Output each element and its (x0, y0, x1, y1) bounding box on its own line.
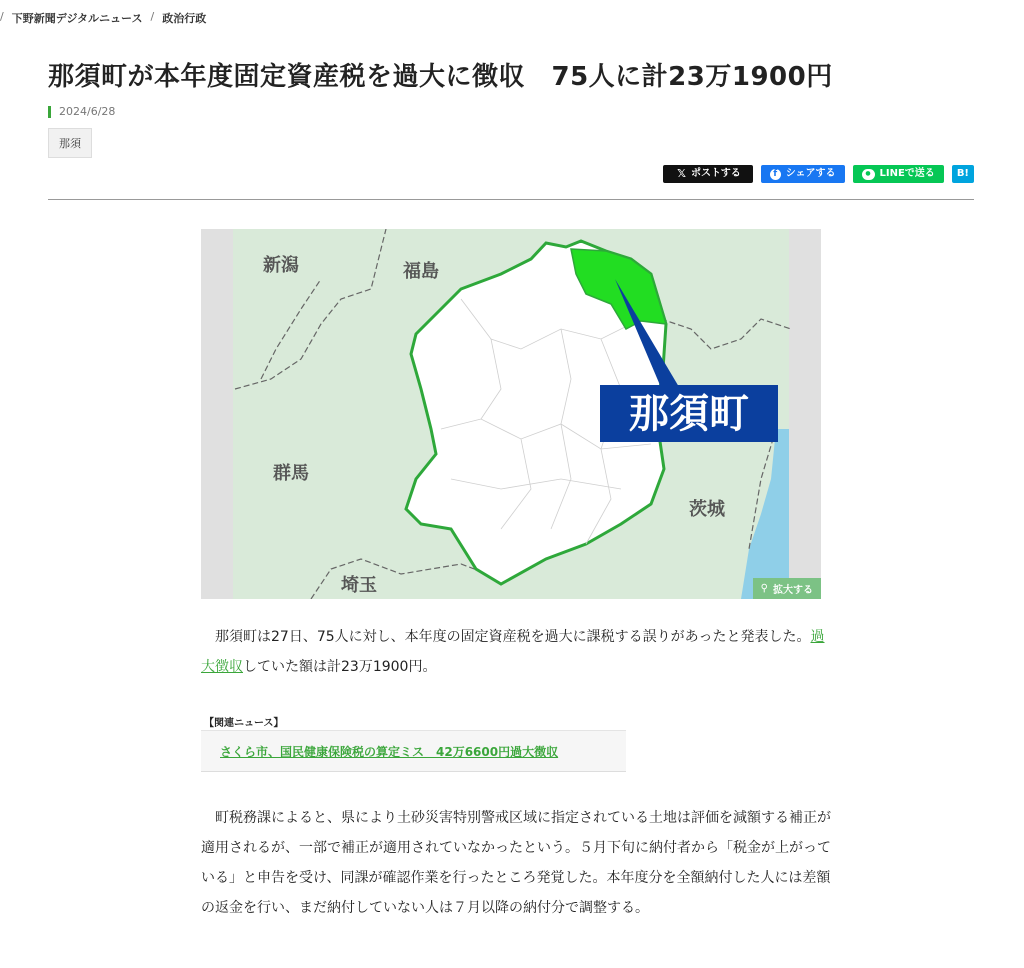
label-ibaraki: 茨城 (689, 499, 725, 520)
breadcrumb-separator: / (150, 10, 155, 23)
zoom-label: 拡大する (773, 585, 813, 596)
hatena-bookmark-icon: B! (956, 168, 969, 179)
related-news-link[interactable]: さくら市、国民健康保険税の算定ミス 42万6600円過大徴収 (220, 745, 559, 759)
related-news-box (201, 730, 626, 772)
facebook-logo-icon: f (770, 169, 781, 180)
label-saitama: 埼玉 (341, 575, 377, 596)
town-label: 那須町 (629, 391, 749, 437)
share-x-button[interactable] (663, 165, 753, 183)
article-paragraph-1 (201, 622, 831, 682)
zoom-button[interactable] (753, 578, 821, 599)
region-tag[interactable]: 那須 (48, 128, 92, 158)
share-bar (663, 165, 974, 183)
breadcrumb (0, 10, 206, 26)
article-paragraph-2: 町税務課によると、県により土砂災害特別警戒区域に指定されている土地は評価を減額する補正が適用されるが、一部で補正が適用されていなかったという。５月下旬に納付者から「税金が上がっている」と申告を受け、同課が確認作業を行ったところ発覚した。本年度分を全額納付した人には差額の返金を行い、まだ納付していない人は７月以降の納付分で調整する。 (201, 810, 831, 916)
share-hatena-button[interactable] (952, 165, 974, 183)
article-date: 2024/6/28 (48, 106, 115, 118)
label-niigata: 新潟 (263, 255, 299, 276)
magnifier-icon: ⚲ (760, 583, 768, 594)
breadcrumb-link-politics[interactable]: 政治行政 (162, 12, 207, 25)
related-news-label: 【関連ニュース】 (204, 718, 284, 729)
header-divider (48, 199, 974, 200)
breadcrumb-link-home[interactable]: 下野新聞デジタルニュース (11, 12, 143, 25)
share-line-label: LINEで送る (879, 168, 935, 179)
share-x-label: ポストする (691, 168, 741, 179)
line-logo-icon: ● (862, 169, 875, 180)
label-gunma: 群馬 (273, 463, 309, 484)
tochigi-map (201, 229, 821, 599)
paragraph-1-text-end: していた額は計23万1900円。 (243, 659, 437, 675)
article-map-image[interactable] (201, 229, 821, 599)
breadcrumb-separator: / (0, 10, 4, 23)
article-title: 那須町が本年度固定資産税を過大に徴収 75人に計23万1900円 (48, 62, 833, 92)
share-line-button[interactable] (853, 165, 944, 183)
label-fukushima: 福島 (403, 261, 439, 282)
x-logo-icon: 𝕏 (677, 167, 686, 180)
share-facebook-label: シェアする (785, 168, 836, 179)
paragraph-1-text: 那須町は27日、75人に対し、本年度の固定資産税を過大に課税する誤りがあったと発表した。 (215, 629, 811, 645)
share-facebook-button[interactable] (761, 165, 845, 183)
keyword-link-overcollection[interactable]: 過大徴収 (201, 629, 825, 675)
